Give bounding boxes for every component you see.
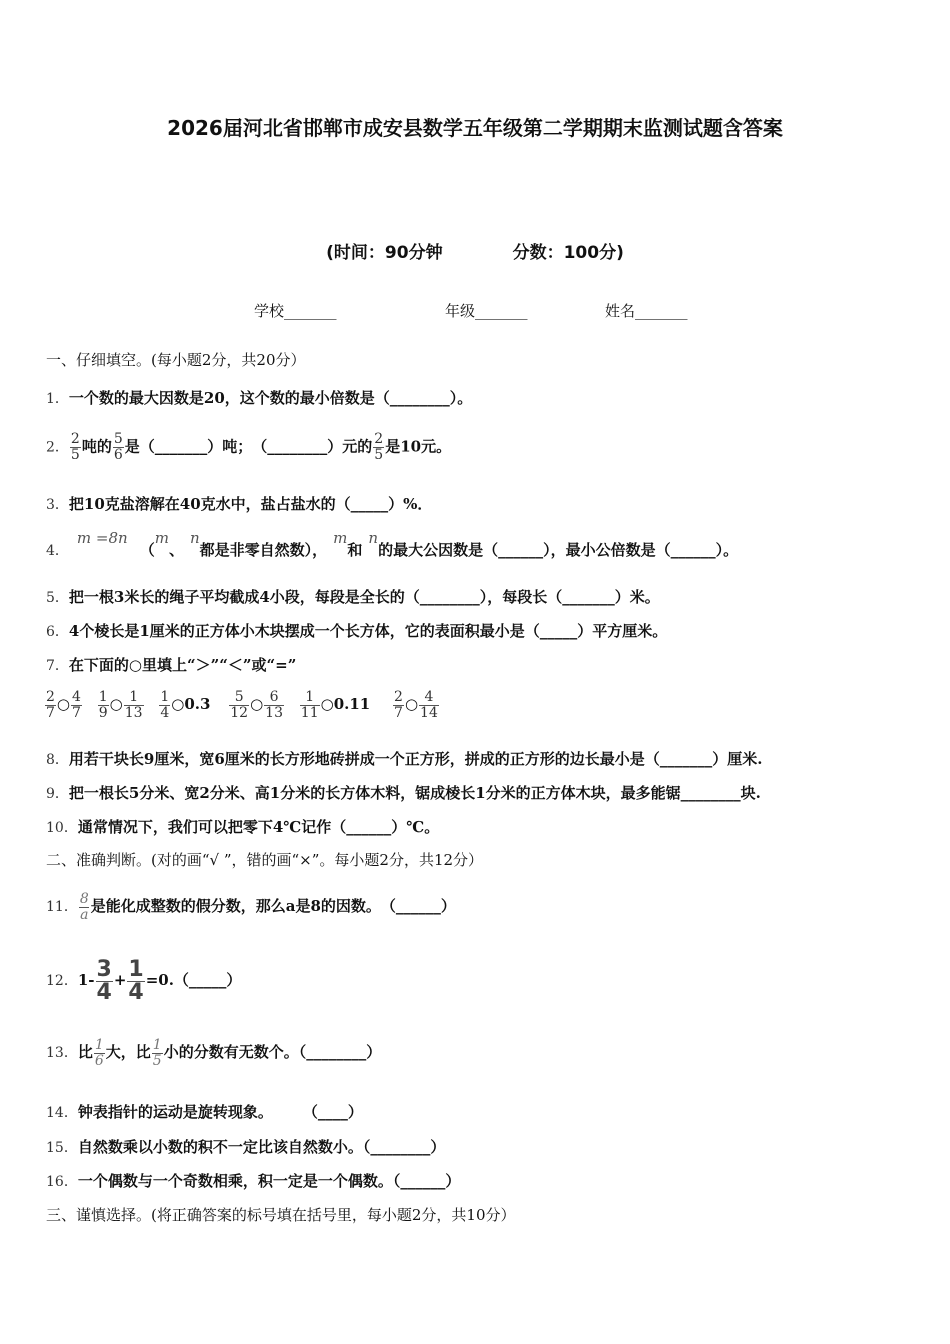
question-text: 把10克盐溶解在40克水中，盐占盐水的（_____）%． (68, 495, 433, 513)
question-text: 通常情况下，我们可以把零下4℃记作（______）℃。 (77, 818, 440, 836)
question-6 (46, 621, 667, 642)
fraction: $\frac{8}{a}$ (79, 890, 89, 923)
question-text: 在下面的○里填上“＞”“＜”或“=” (68, 656, 297, 674)
question-number: 3． (46, 497, 69, 513)
question-4: 4．m =8n（m、n都是非零自然数），m和n的最大公因数是（______），最小公倍数是（______）。 (46, 529, 739, 559)
question-8 (46, 749, 763, 770)
question-number: 5． (46, 590, 69, 606)
grade-field[interactable]: 年级_______ (445, 302, 528, 320)
question-text: 用若干块长9厘米，宽6厘米的长方形地砖拼成一个正方形，拼成的正方形的边长最小是（_______）厘米. (68, 750, 763, 768)
compare-circle[interactable]: ○ (56, 695, 71, 713)
question-number: 7． (46, 658, 69, 674)
exam-meta (0, 238, 950, 263)
question-number: 6． (46, 624, 69, 640)
question-15 (46, 1137, 445, 1158)
question-number: 10． (46, 820, 78, 836)
fraction: $\frac{4}{14}$ (420, 688, 438, 721)
fraction: $\frac{2}{7}$ (46, 688, 55, 721)
question-3 (46, 494, 432, 515)
question-text: 一个偶数与一个奇数相乘，积一定是一个偶数。（______） (77, 1172, 461, 1190)
question-1 (46, 388, 472, 409)
question-text: 是能化成整数的假分数，那么a是8的因数。 （______） (90, 897, 456, 915)
question-9 (46, 783, 761, 804)
fraction: $\frac{1}{13}$ (124, 688, 143, 721)
question-7 (46, 655, 296, 676)
compare-circle[interactable]: ○ (250, 695, 264, 713)
fraction: $\frac{3}{4}$ (96, 956, 112, 1005)
question-7-comparisons: $\frac{2}{7}$ ○ $\frac{4}{7}$ $\frac{1}{9}$ ○ $\frac{1}{13}$ $\frac{1}{4}$ ○0.3 $\frac{5}{12}$ ○ $\frac{6}{13}$ $\frac{1}{11}$ ○0.11 $\frac{2}{7}$ ○ $\frac{4}{14}$ (46, 688, 438, 721)
fraction: $\frac{1}{9}$ (98, 688, 108, 721)
question-16 (46, 1171, 460, 1192)
section-3-header: 三、谨慎选择。(将正确答案的标号填在括号里，每小题2分，共10分） (46, 1206, 516, 1224)
question-number: 15． (46, 1140, 78, 1156)
question-text: 把一根长5分米、宽2分米、高1分米的长方体木料，锯成棱长1分米的正方体木块，最多能锯________块. (68, 784, 761, 802)
exam-time: (时间：90分钟 (326, 243, 443, 263)
question-11 (46, 884, 456, 929)
exam-score: 分数：100分) (512, 243, 624, 263)
question-text: 4个棱长是1厘米的正方体小木块摆成一个长方体，它的表面积最小是（_____）平方厘米。 (68, 622, 668, 640)
question-13: 13．比 $\frac{1}{6}$ 大，比 $\frac{1}{5}$ 小的分数有无数个。（________） (46, 1036, 382, 1069)
compare-circle[interactable]: ○ (109, 695, 123, 713)
question-number: 1． (46, 391, 69, 407)
equation: m =8n (76, 529, 128, 547)
question-number: 9． (46, 786, 69, 802)
page-title: 2026届河北省邯郸市成安县数学五年级第二学期期末监测试题含答案 (167, 116, 783, 140)
question-number: 4． (46, 543, 69, 559)
question-number: 12． (46, 973, 78, 989)
fraction: $\frac{5}{12}$ (230, 688, 249, 721)
fraction: $\frac{1}{4}$ (128, 956, 144, 1005)
question-number: 2． (46, 439, 69, 456)
fraction: $\frac{6}{13}$ (265, 688, 283, 721)
question-10 (46, 817, 439, 838)
question-text: 钟表指针的运动是旋转现象。 （____） (77, 1103, 363, 1121)
fraction: $\frac{5}{6}$ (113, 431, 123, 463)
compare-circle[interactable]: ○ (320, 695, 334, 713)
question-14 (46, 1102, 363, 1123)
fraction: $\frac{2}{5}$ (374, 431, 384, 463)
fraction: $\frac{2}{7}$ (394, 688, 403, 721)
question-number: 8． (46, 752, 69, 768)
compare-circle[interactable]: ○ (171, 695, 185, 713)
section-2-header: 二、准确判断。(对的画“√ ”，错的画“×”。每小题2分，共12分） (46, 851, 484, 869)
question-text: 把一根3米长的绳子平均截成4小段，每段是全长的（________），每段长（_______）米。 (68, 588, 660, 606)
fraction: $\frac{1}{6}$ (94, 1036, 104, 1069)
fraction: $\frac{1}{11}$ (300, 688, 319, 721)
fraction: $\frac{1}{4}$ (160, 688, 170, 721)
fraction: $\frac{4}{7}$ (72, 688, 81, 721)
section-1-header: 一、仔细填空。(每小题2分，共20分） (46, 351, 306, 369)
compare-circle[interactable]: ○ (404, 695, 419, 713)
question-number: 14． (46, 1105, 78, 1121)
question-2: 2． $\frac{2}{5}$ 吨的 $\frac{5}{6}$ 是（_______）吨； （________）元的 $\frac{2}{5}$ 是10元。 (46, 431, 452, 463)
question-number: 16． (46, 1174, 78, 1190)
question-text: 一个数的最大因数是20，这个数的最小倍数是（________）。 (68, 389, 473, 407)
name-field[interactable]: 姓名_______ (605, 302, 688, 320)
question-number: 11． (46, 899, 78, 915)
question-5 (46, 587, 660, 608)
question-number: 13． (46, 1045, 78, 1061)
fraction: $\frac{2}{5}$ (70, 431, 80, 463)
question-12: 12．1- $\frac{3}{4}$ + $\frac{1}{4}$ =0.（_____） (46, 956, 242, 1005)
school-field[interactable]: 学校_______ (254, 302, 337, 320)
fraction: $\frac{1}{5}$ (152, 1036, 162, 1069)
question-text: 自然数乘以小数的积不一定比该自然数小。（________） (77, 1138, 446, 1156)
